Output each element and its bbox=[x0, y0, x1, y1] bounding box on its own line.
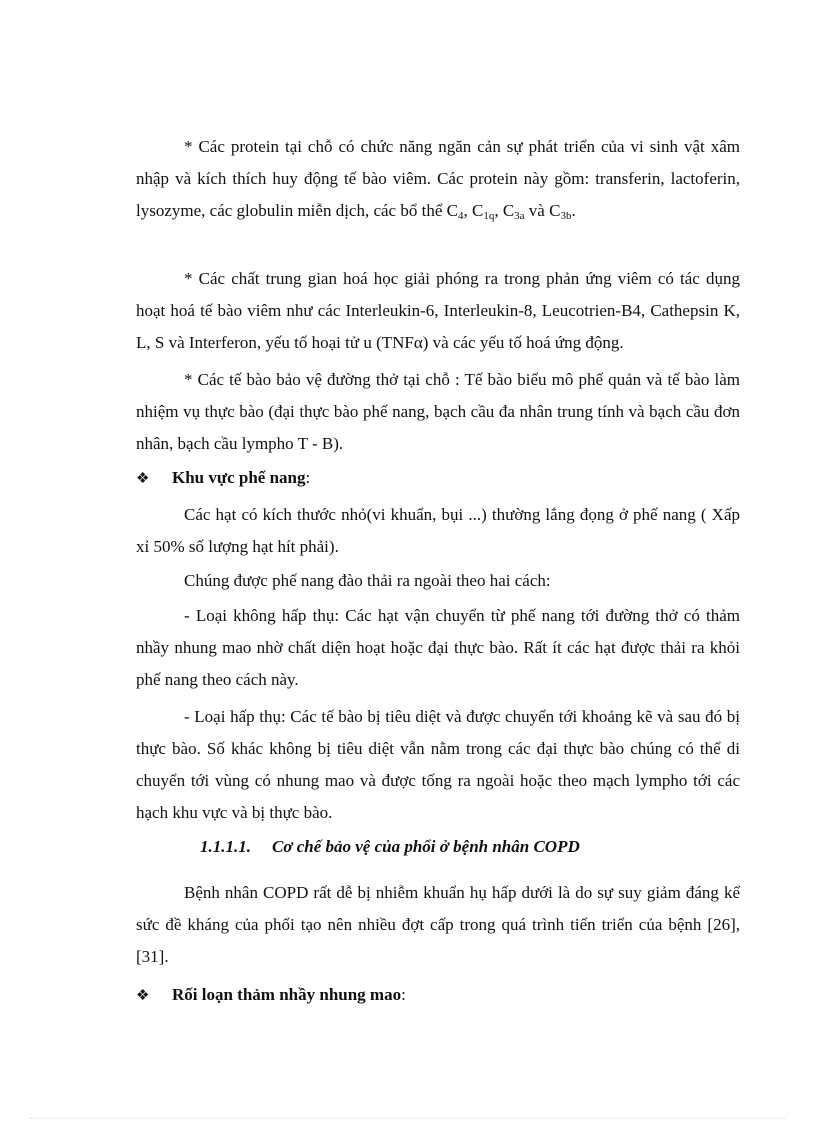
paragraph-non-absorbed bbox=[136, 600, 740, 696]
diamond-bullet-icon: ❖ bbox=[136, 471, 150, 487]
paragraph-chemical-mediators bbox=[136, 263, 740, 359]
bullet-mucociliary bbox=[136, 979, 740, 1012]
complement-c4: $C_4$ bbox=[446, 201, 464, 222]
paragraph-text: * Các chất trung gian hoá học giải phóng ra trong phản ứng viêm có tác dụng hoạt hoá tế bào viêm như các Interleukin-6, Interleukin-8, Leucotrien-B4, Cathepsin K, L, S và Interferon, yếu tố hoại tử u (TNFα) và các yếu tố hoá ứng động. bbox=[136, 269, 740, 352]
bullet-alveolar-region bbox=[136, 462, 740, 495]
complement-c3b: $C_{3b}$ bbox=[549, 201, 572, 222]
paragraph-text: Các hạt có kích thước nhỏ(vi khuẩn, bụi ...) thường lắng đọng ở phế nang ( Xấp xỉ 50% số lượng hạt hít phải). bbox=[136, 505, 740, 556]
paragraph-text: - Loại không hấp thụ: Các hạt vận chuyển từ phế nang tới đường thở có thảm nhầy nhung mao nhờ chất diện hoạt hoặc đại thực bào. Rất ít các hạt được thải ra khỏi phế nang theo cách này. bbox=[136, 606, 740, 689]
complement-c1q: $C_{1q}$ bbox=[471, 201, 495, 222]
paragraph-text: Bệnh nhân COPD rất dễ bị nhiễm khuẩn hụ hấp dưới là do sự suy giảm đáng kể sức đề kháng của phổi tạo nên nhiều đợt cấp trong quá trình tiến triển của bệnh [26],[31]. bbox=[136, 883, 740, 966]
paragraph-text: Chúng được phế nang đào thải ra ngoài theo hai cách: bbox=[184, 571, 551, 590]
section-heading bbox=[200, 831, 740, 863]
bullet-label: Rối loạn thảm nhầy nhung mao bbox=[172, 985, 402, 1004]
paragraph-text: * Các protein tại chỗ có chức năng ngăn cản sự phát triển của vi sinh vật xâm nhập và kích thích huy động tế bào viêm. Các protein này gồm: transferin, lactoferin, lysozyme, các globulin miễn dịch, các bổ thể bbox=[136, 137, 740, 220]
complement-c3a: $C_{3a}$ bbox=[502, 201, 525, 222]
paragraph-copd-patients bbox=[136, 877, 740, 973]
paragraph-airway-cells bbox=[136, 364, 740, 460]
diamond-bullet-icon: ❖ bbox=[136, 988, 150, 1004]
paragraph-local-proteins: * Các protein tại chỗ có chức năng ngăn cản sự phát triển của vi sinh vật xâm nhập và kích thích huy động tế bào viêm. Các protein này gồm: transferin, lactoferin, lysozyme, các globulin miễn dịch, các bổ thể $C_4$, $C_{1q}$, $C_{3a}$ và $C_{3b}$. bbox=[136, 137, 740, 222]
page-footer-divider bbox=[30, 1118, 786, 1119]
paragraph-particles bbox=[136, 499, 740, 563]
paragraph-two-ways bbox=[136, 565, 740, 597]
paragraph-absorbed bbox=[136, 701, 740, 829]
bullet-label: Khu vực phế nang bbox=[172, 468, 306, 487]
bullet-suffix: : bbox=[401, 985, 406, 1004]
bullet-suffix: : bbox=[305, 468, 311, 487]
heading-number: 1.1.1.1. bbox=[200, 837, 251, 856]
paragraph-text: - Loại hấp thụ: Các tế bào bị tiêu diệt và được chuyển tới khoảng kẽ và sau đó bị thực bào. Số khác không bị tiêu diệt vẫn nằm trong các đại thực bào chúng có thể di chuyển tới vùng có nhung mao và được tống ra ngoài hoặc theo mạch lympho tới các hạch khu vực và bị thực bào. bbox=[136, 707, 740, 822]
heading-title: Cơ chế bảo vệ của phổi ở bệnh nhân COPD bbox=[272, 837, 580, 856]
paragraph-text: * Các tế bào bảo vệ đường thở tại chỗ : Tế bào biểu mô phế quản và tế bào làm nhiệm vụ thực bào (đại thực bào phế nang, bạch cầu đa nhân trung tính và bạch cầu đơn nhân, bạch cầu lympho T - B). bbox=[136, 370, 740, 453]
